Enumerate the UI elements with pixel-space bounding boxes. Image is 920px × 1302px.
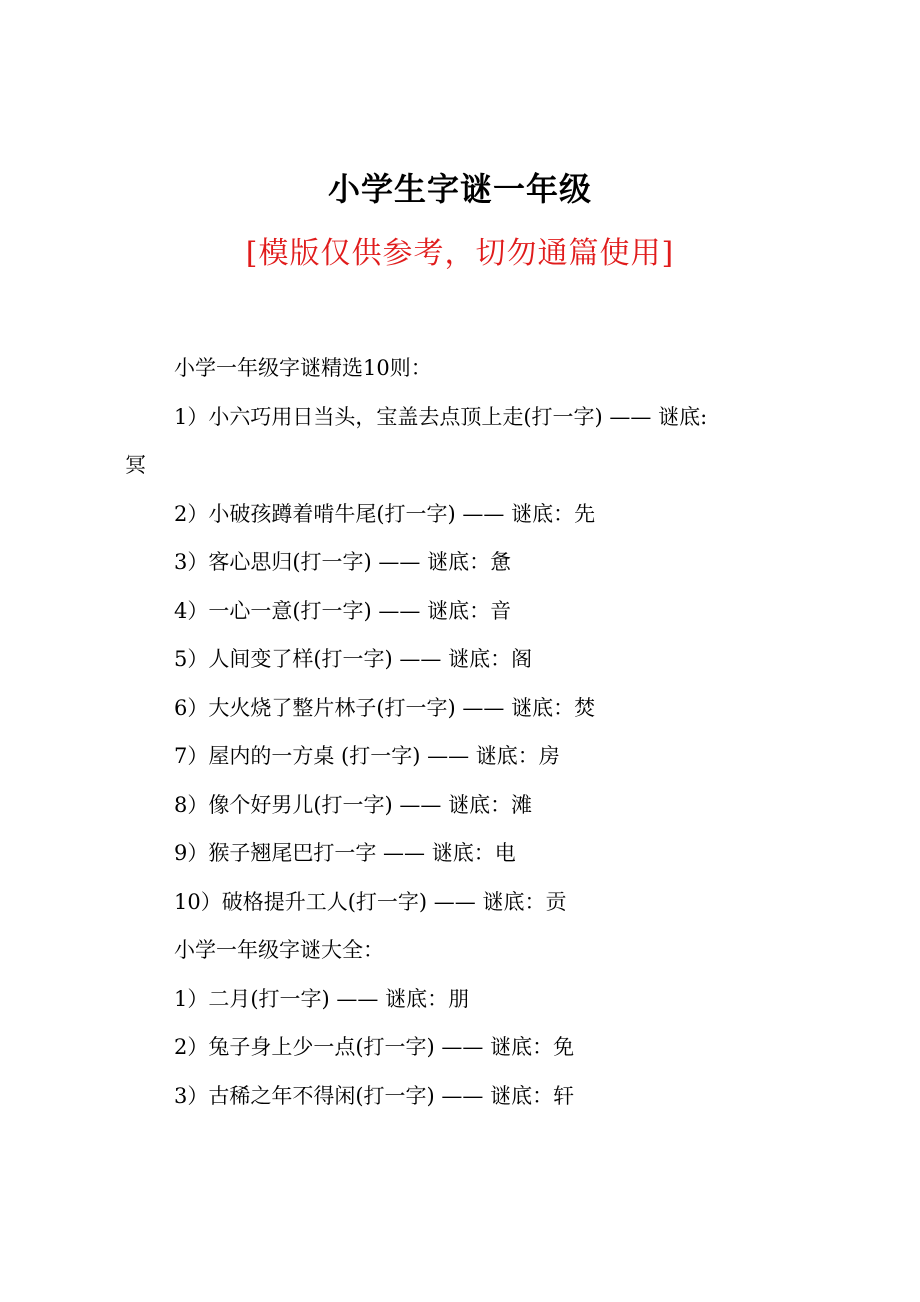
- riddle-item: 1）二月(打一字) —— 谜底：朋: [174, 986, 470, 1011]
- page-title: 小学生字谜一年级: [327, 170, 592, 208]
- document-body: [125, 344, 825, 1120]
- riddle-item: 3）客心思归(打一字) —— 谜底：惫: [174, 550, 512, 574]
- section-heading-selected: 小学一年级字谜精选10则：: [174, 356, 432, 380]
- template-notice: [模版仅供参考，切勿通篇使用]: [245, 236, 675, 271]
- riddle-item: 6）大火烧了整片林子(打一字) —— 谜底：焚: [174, 695, 596, 720]
- riddle-item: 4）一心一意(打一字) —— 谜底：音: [174, 598, 512, 623]
- riddle-item: 2）小破孩蹲着啃牛尾(打一字) —— 谜底：先: [174, 501, 596, 526]
- riddle-item: 1）小六巧用日当头，宝盖去点顶上走(打一字) —— 谜底:: [174, 404, 708, 429]
- riddle-item: 5）人间变了样(打一字) —— 谜底：阁: [174, 647, 533, 671]
- riddle-item-continuation: 冥: [125, 453, 146, 477]
- riddle-item: 9）猴子翘尾巴打一字 —— 谜底：电: [174, 841, 516, 865]
- riddle-item: 8）像个好男儿(打一字) —— 谜底：滩: [174, 792, 533, 817]
- riddle-item: 7）屋内的一方桌 (打一字) —— 谜底：房: [174, 744, 560, 768]
- riddle-item: 2）兔子身上少一点(打一字) —— 谜底：免: [174, 1035, 575, 1059]
- riddle-item: 3）古稀之年不得闲(打一字) —— 谜底：轩: [174, 1083, 575, 1108]
- section-heading-collection: 小学一年级字谜大全：: [174, 938, 384, 962]
- riddle-item: 10）破格提升工人(打一字) —— 谜底：贡: [174, 889, 567, 914]
